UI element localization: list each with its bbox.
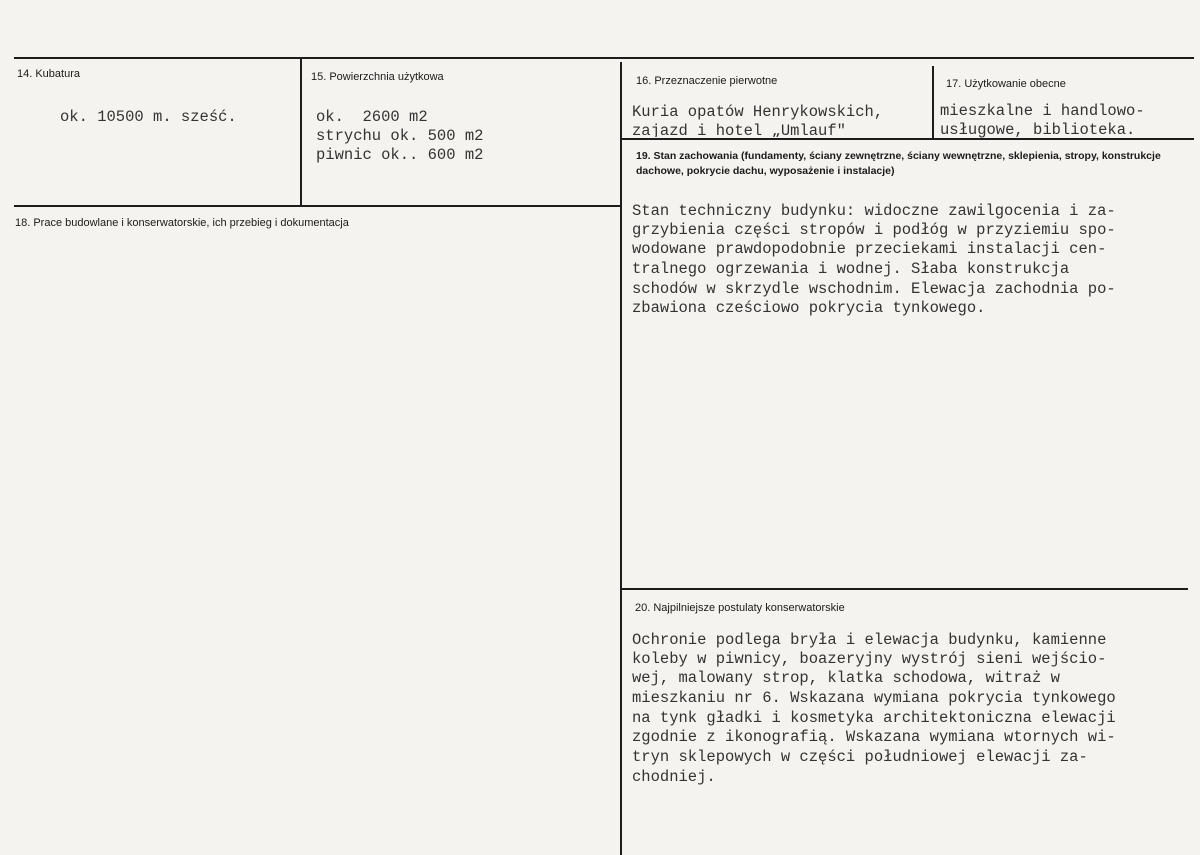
bottom-line-14-15: [14, 205, 622, 207]
field-15-line-2: strychu ok. 500 m2: [316, 127, 484, 145]
field-15-line-3: piwnic ok.. 600 m2: [316, 146, 484, 164]
field-18-label: 18. Prace budowlane i konserwatorskie, ich przebieg i dokumentacja: [15, 217, 349, 229]
field-19-line-1: Stan techniczny budynku: widoczne zawilgocenia i za-: [632, 202, 1116, 220]
field-19-line-2: grzybienia części stropów i podłóg w przyziemiu spo-: [632, 221, 1116, 239]
top-line-20: [621, 588, 1188, 590]
top-border: [14, 57, 1194, 59]
field-19-line-4: tralnego ogrzewania i wodnej. Słaba konstrukcja: [632, 260, 1070, 278]
field-20-line-3: wej, malowany strop, klatka schodowa, witraż w: [632, 669, 1060, 687]
field-20-line-8: chodniej.: [632, 768, 716, 786]
field-16-line-1: Kuria opatów Henrykowskich,: [632, 103, 884, 121]
center-divider: [620, 62, 622, 855]
field-20-line-4: mieszkaniu nr 6. Wskazana wymiana pokrycia tynkowego: [632, 689, 1116, 707]
field-20-line-6: zgodnie z ikonografią. Wskazana wymiana wtornych wi-: [632, 728, 1116, 746]
field-20-label: 20. Najpilniejsze postulaty konserwatorskie: [635, 602, 845, 614]
field-14-label: 14. Kubatura: [17, 68, 80, 80]
field-20-line-1: Ochronie podlega bryła i elewacja budynku, kamienne: [632, 631, 1107, 649]
field-17-line-1: mieszkalne i handlowo-: [940, 102, 1145, 120]
field-20-line-2: koleby w piwnicy, boazeryjny wystrój sieni wejścio-: [632, 650, 1107, 668]
field-20-line-7: tryn sklepowych w części południowej elewacji za-: [632, 748, 1088, 766]
field-16-line-2: zajazd i hotel „Umlauf": [632, 122, 846, 137]
field-19-line-5: schodów w skrzydle wschodnim. Elewacja zachodnia po-: [632, 280, 1116, 298]
field-19-line-3: wodowane prawdopodobnie przeciekami instalacji cen-: [632, 240, 1107, 258]
field-20-line-5: na tynk gładki i kosmetyka architektoniczna elewacji: [632, 709, 1116, 727]
left-divider: [300, 59, 302, 205]
field-17-label: 17. Użytkowanie obecne: [946, 78, 1066, 90]
field-17-line-2: usługowe, biblioteka.: [940, 121, 1136, 139]
field-15-line-1: ok. 2600 m2: [316, 108, 428, 126]
field-14-value: ok. 10500 m. sześć.: [60, 108, 237, 126]
field-19-line-6: zbawiona cześciowo pokrycia tynkowego.: [632, 299, 986, 317]
field-15-label: 15. Powierzchnia użytkowa: [311, 71, 444, 83]
field-16-label: 16. Przeznaczenie pierwotne: [636, 75, 778, 87]
field-16-value-box: [632, 103, 930, 137]
divider-16-17: [932, 66, 934, 140]
field-19-label: 19. Stan zachowania (fundamenty, ściany zewnętrzne, ściany wewnętrzne, sklepienia, stropy, konstrukcje dachowe, pokrycie dachu, wyposażenie i instalacje): [636, 150, 1161, 177]
